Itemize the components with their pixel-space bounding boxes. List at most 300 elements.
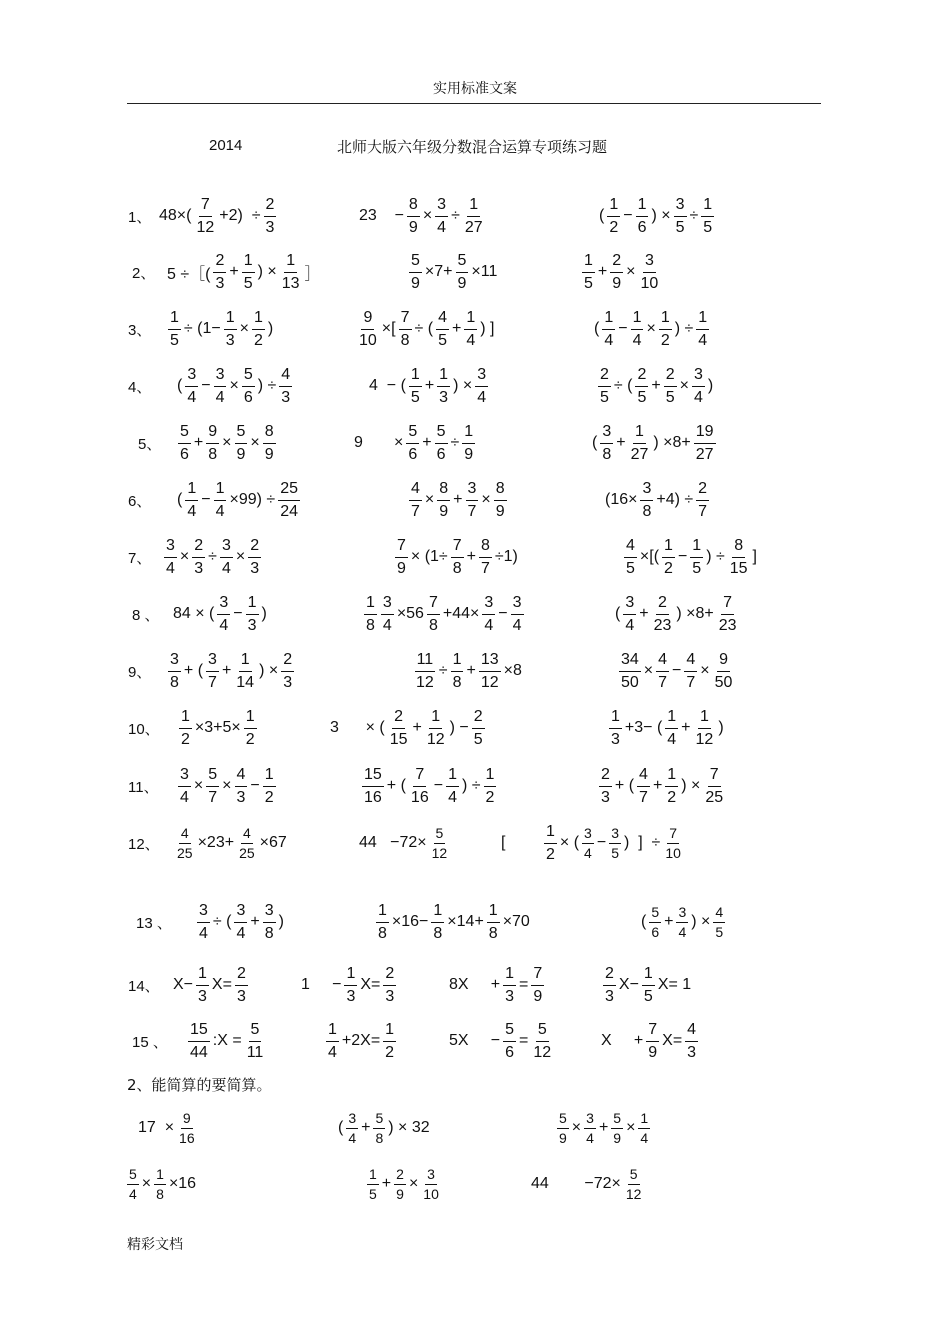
fraction xyxy=(582,825,594,862)
fraction-denominator: 14 xyxy=(236,673,255,691)
fraction-denominator: 4 xyxy=(693,388,703,406)
expression-text: ( xyxy=(592,434,598,451)
fraction-denominator: 5 xyxy=(665,388,675,406)
fraction xyxy=(619,650,641,693)
fraction-numerator: 8 xyxy=(437,479,450,501)
fraction xyxy=(278,479,300,522)
expression-text: ÷1) xyxy=(494,548,518,565)
fraction xyxy=(263,422,276,465)
fraction-numerator: 5 xyxy=(206,765,219,787)
fraction xyxy=(674,195,687,238)
fraction-numerator: 3 xyxy=(692,365,705,387)
fraction-denominator: 8 xyxy=(378,924,387,942)
expression-text: ) xyxy=(267,320,274,337)
fraction-numerator: 2 xyxy=(383,964,396,986)
fraction-numerator: 1 xyxy=(446,765,459,787)
fraction xyxy=(464,308,477,351)
fraction-denominator: 4 xyxy=(466,331,476,349)
fraction-numerator: 1 xyxy=(665,765,678,787)
fraction-numerator: 7 xyxy=(199,195,212,217)
expression-text: ) × 32 xyxy=(388,1119,430,1136)
expression-text: ÷ ( xyxy=(613,377,633,394)
fraction xyxy=(656,650,669,693)
fraction-numerator: 3 xyxy=(168,650,181,672)
fraction-numerator: 3 xyxy=(217,593,230,615)
expression xyxy=(393,527,519,587)
problem-number: 1、 xyxy=(128,209,152,226)
expression-text: 9 × xyxy=(354,434,404,451)
fraction xyxy=(665,765,678,808)
problem-row xyxy=(0,1165,950,1202)
expression-text: 17 × xyxy=(138,1119,175,1136)
fraction xyxy=(414,650,436,693)
fraction-denominator: 9 xyxy=(464,445,474,463)
fraction-denominator: 9 xyxy=(495,502,505,520)
fraction xyxy=(685,1020,698,1063)
fraction xyxy=(381,593,394,636)
expression-text: + xyxy=(466,662,476,679)
fraction-numerator: 2 xyxy=(394,1166,406,1185)
fraction-denominator: 3 xyxy=(281,388,291,406)
fraction-denominator: 23 xyxy=(718,616,737,634)
fraction-numerator: 3 xyxy=(263,901,276,923)
fraction xyxy=(694,707,716,750)
expression-text: X= xyxy=(360,976,381,993)
fraction-denominator: 8 xyxy=(488,924,498,942)
problem-row xyxy=(0,822,950,863)
fraction-numerator: 3 xyxy=(600,422,613,444)
fraction-numerator: 1 xyxy=(246,593,259,615)
fraction-numerator: 1 xyxy=(484,765,497,787)
fraction-denominator: 4 xyxy=(604,331,614,349)
title-year: 2014 xyxy=(209,137,243,154)
fraction xyxy=(531,964,544,1007)
fraction-denominator: 4 xyxy=(215,502,225,520)
expression xyxy=(173,813,288,873)
expression xyxy=(591,413,718,473)
fraction xyxy=(639,251,661,294)
expression-text: ×67 xyxy=(259,834,287,851)
expression-text: + ( xyxy=(183,662,204,679)
fraction-denominator: 5 xyxy=(600,388,609,406)
fraction-numerator: 1 xyxy=(431,901,444,923)
expression-text: ( xyxy=(615,605,621,622)
fraction xyxy=(436,308,449,351)
fraction-numerator: 3 xyxy=(206,650,219,672)
expression-text: ( xyxy=(641,913,647,930)
fraction xyxy=(463,195,485,238)
fraction-numerator: 5 xyxy=(127,1166,139,1185)
expression xyxy=(580,242,662,302)
expression xyxy=(360,756,498,816)
expression-text: ) × xyxy=(691,913,711,930)
expression-text: (16× xyxy=(605,491,638,508)
expression-text: ] xyxy=(752,548,757,565)
fraction-denominator: 7 xyxy=(467,502,477,520)
expression xyxy=(617,641,736,701)
fraction xyxy=(214,479,227,522)
fraction xyxy=(235,422,248,465)
fraction xyxy=(713,650,735,693)
fraction-numerator: 1 xyxy=(214,479,227,501)
fraction-numerator: 3 xyxy=(482,593,495,615)
fraction-numerator: 2 xyxy=(192,536,205,558)
fraction-numerator: 2 xyxy=(603,964,616,986)
fraction-denominator: 8 xyxy=(208,445,218,463)
expression-text: ×8 xyxy=(503,662,522,679)
fraction-denominator: 8 xyxy=(642,502,652,520)
fraction xyxy=(624,536,637,579)
expression xyxy=(412,641,523,701)
fraction-numerator: 8 xyxy=(479,536,492,558)
fraction xyxy=(399,308,412,351)
fraction-denominator: 50 xyxy=(621,673,639,691)
expression xyxy=(158,186,278,246)
fraction-numerator: 1 xyxy=(179,707,192,729)
expression-text: − xyxy=(233,605,243,622)
fraction-denominator: 5 xyxy=(473,730,483,748)
fraction-denominator: 6 xyxy=(243,388,253,406)
fraction xyxy=(557,1110,569,1147)
fraction xyxy=(629,422,651,465)
fraction-numerator: 25 xyxy=(278,479,300,501)
expression-text: ×3+5× xyxy=(194,719,241,736)
fraction xyxy=(409,765,431,808)
expression-text: + xyxy=(598,1119,609,1136)
fraction-numerator: 3 xyxy=(676,904,688,923)
fraction-denominator: 9 xyxy=(613,1129,622,1146)
fraction-numerator: 1 xyxy=(633,422,646,444)
fraction xyxy=(388,707,410,750)
problem-row xyxy=(0,650,950,691)
fraction xyxy=(394,1166,406,1203)
problem-number: 11、 xyxy=(128,779,159,796)
fraction xyxy=(684,650,697,693)
fraction-numerator: 1 xyxy=(224,308,237,330)
fraction xyxy=(407,195,420,238)
fraction-denominator: 3 xyxy=(439,388,449,406)
fraction xyxy=(264,195,277,238)
expression xyxy=(448,1011,555,1071)
expression-text: × xyxy=(700,662,710,679)
fraction-denominator: 2 xyxy=(485,788,495,806)
fraction-numerator: 3 xyxy=(164,536,177,558)
fraction-denominator: 9 xyxy=(396,1185,404,1202)
fraction-denominator: 8 xyxy=(452,559,462,577)
fraction xyxy=(544,822,557,865)
fraction-numerator: 3 xyxy=(640,479,653,501)
expression-text: 4 − ( xyxy=(369,377,406,394)
expression xyxy=(407,242,498,302)
expression-text: = xyxy=(519,976,529,993)
fraction-denominator: 12 xyxy=(533,1043,552,1061)
fraction-numerator: 4 xyxy=(684,650,697,672)
fraction-numerator: 7 xyxy=(667,825,679,844)
fraction xyxy=(383,964,396,1007)
fraction-numerator: 5 xyxy=(409,251,422,273)
fraction-numerator: 3 xyxy=(511,593,524,615)
fraction-denominator: 5 xyxy=(584,274,593,292)
expression-text: [ xyxy=(501,834,542,851)
fraction-numerator: 2 xyxy=(635,365,648,387)
page-header: 实用标准文案 xyxy=(433,81,517,97)
expression-text: × xyxy=(643,662,654,679)
fraction-numerator: 4 xyxy=(624,536,637,558)
expression-text: × xyxy=(239,320,249,337)
fraction xyxy=(598,365,611,408)
expression-text: ×11 xyxy=(471,263,498,280)
problem-number: 8 、 xyxy=(132,607,160,624)
fraction-denominator: 5 xyxy=(692,559,702,577)
problem-number: 10、 xyxy=(128,721,160,738)
fraction-numerator: 5 xyxy=(503,1020,516,1042)
fraction xyxy=(636,195,649,238)
fraction-denominator: 16 xyxy=(364,788,382,806)
fraction xyxy=(451,536,464,579)
fraction xyxy=(462,422,475,465)
fraction-numerator: 13 xyxy=(479,650,501,672)
expression-text: − xyxy=(201,377,211,394)
fraction-numerator: 1 xyxy=(464,308,477,330)
fraction-denominator: 3 xyxy=(385,987,395,1005)
fraction-numerator: 1 xyxy=(284,251,297,273)
problem-row xyxy=(0,308,950,349)
expression xyxy=(172,584,268,644)
fraction-denominator: 12 xyxy=(625,1185,642,1202)
expression-text: × xyxy=(235,548,246,565)
fraction-numerator: 5 xyxy=(435,422,448,444)
expression-text: × xyxy=(222,777,232,794)
expression-text: ) xyxy=(278,913,284,930)
fraction-denominator: 3 xyxy=(225,331,235,349)
fraction xyxy=(582,251,595,294)
fraction-denominator: 4 xyxy=(437,218,447,236)
fraction-denominator: 9 xyxy=(408,218,418,236)
expression-text: + xyxy=(453,491,463,508)
expression-text: × xyxy=(626,1119,636,1136)
expression-text: + xyxy=(681,719,691,736)
fraction-denominator: 50 xyxy=(714,673,733,691)
expression-text: ÷ xyxy=(689,207,699,224)
fraction-denominator: 4 xyxy=(698,331,708,349)
fraction-numerator: 7 xyxy=(399,308,412,330)
fraction-numerator: 1 xyxy=(636,195,649,217)
fraction-denominator: 3 xyxy=(505,987,515,1005)
expression xyxy=(407,470,509,530)
fraction-denominator: 4 xyxy=(129,1185,137,1202)
fraction-numerator: 19 xyxy=(694,422,716,444)
expression-text: ×16 xyxy=(168,1175,197,1192)
problem-number: 15 、 xyxy=(132,1034,168,1051)
fraction-denominator: 8 xyxy=(400,331,410,349)
expression-text: ( xyxy=(594,320,600,337)
fraction xyxy=(185,479,198,522)
fraction-numerator: 1 xyxy=(326,1020,339,1042)
fraction xyxy=(640,479,653,522)
fraction-denominator: 4 xyxy=(328,1043,337,1061)
fraction-numerator: 3 xyxy=(435,195,448,217)
expression xyxy=(598,186,716,246)
fraction-denominator: 4 xyxy=(678,923,687,940)
fraction-numerator: 8 xyxy=(263,422,276,444)
expression-text: ) × xyxy=(453,377,473,394)
expression-text: + xyxy=(639,605,649,622)
fraction-numerator: 3 xyxy=(475,365,488,387)
page-footer: 精彩文档 xyxy=(127,1237,183,1253)
fraction-numerator: 3 xyxy=(214,365,227,387)
fraction-numerator: 3 xyxy=(623,593,636,615)
expression xyxy=(607,698,725,758)
expression-text: ×[( xyxy=(639,548,660,565)
expression xyxy=(640,892,727,952)
fraction-numerator: 15 xyxy=(188,1020,210,1042)
fraction-denominator: 9 xyxy=(397,559,406,577)
fraction-denominator: 8 xyxy=(170,673,179,691)
fraction-denominator: 6 xyxy=(637,218,647,236)
fraction-numerator: 4 xyxy=(241,825,253,844)
fraction-denominator: 13 xyxy=(281,274,300,292)
expression xyxy=(176,413,278,473)
fraction xyxy=(235,765,248,808)
fraction-denominator: 8 xyxy=(366,616,375,634)
fraction xyxy=(694,422,716,465)
fraction-numerator: 2 xyxy=(392,707,405,729)
expression xyxy=(555,1098,652,1158)
fraction-numerator: 3 xyxy=(178,765,191,787)
fraction xyxy=(472,707,485,750)
fraction-denominator: 9 xyxy=(439,502,449,520)
fraction xyxy=(234,901,247,944)
fraction xyxy=(487,901,500,944)
fraction-denominator: 2 xyxy=(181,730,190,748)
fraction-numerator: 5 xyxy=(611,1110,623,1129)
fraction-denominator: 12 xyxy=(426,730,445,748)
fraction xyxy=(217,593,230,636)
fraction-numerator: 1 xyxy=(429,707,442,729)
fraction-numerator: 4 xyxy=(637,765,650,787)
expression-text: × xyxy=(422,207,433,224)
expression-text: ) ] ÷ xyxy=(623,834,661,851)
fraction xyxy=(642,964,655,1007)
fraction xyxy=(531,1020,553,1063)
expression-text: × xyxy=(250,434,260,451)
fraction xyxy=(362,765,384,808)
fraction xyxy=(503,1020,516,1063)
problem-row xyxy=(0,765,950,806)
fraction xyxy=(437,479,450,522)
fraction xyxy=(676,904,688,941)
fraction-numerator: 3 xyxy=(346,1110,358,1129)
fraction xyxy=(646,1020,659,1063)
fraction-denominator: 12 xyxy=(416,673,434,691)
fraction xyxy=(406,422,419,465)
problem-number: 9、 xyxy=(128,664,152,681)
fraction-numerator: 1 xyxy=(409,365,422,387)
fraction-denominator: 9 xyxy=(264,445,274,463)
fraction-numerator: 1 xyxy=(376,901,389,923)
fraction xyxy=(246,593,259,636)
problem-number: 4、 xyxy=(128,379,152,396)
fraction-numerator: 2 xyxy=(696,479,709,501)
expression-text: ) xyxy=(718,719,724,736)
fraction-denominator: 10 xyxy=(640,274,659,292)
expression-text: × xyxy=(626,263,636,280)
fraction-numerator: 1 xyxy=(690,536,703,558)
fraction-numerator: 1 xyxy=(602,308,615,330)
fraction xyxy=(188,1020,210,1063)
fraction-denominator: 3 xyxy=(601,788,610,806)
fraction-numerator: 1 xyxy=(638,1110,650,1129)
expression-text: ) ×8+ xyxy=(653,434,691,451)
expression-text: +44× xyxy=(442,605,480,622)
fraction xyxy=(367,1166,379,1203)
expression xyxy=(622,527,758,587)
fraction-numerator: 2 xyxy=(472,707,485,729)
fraction-denominator: 16 xyxy=(179,1129,195,1146)
expression xyxy=(172,955,250,1015)
fraction xyxy=(376,901,389,944)
fraction-denominator: 9 xyxy=(559,1129,567,1146)
fraction-numerator: 1 xyxy=(696,308,709,330)
fraction-numerator: 5 xyxy=(242,365,255,387)
fraction-numerator: 5 xyxy=(557,1110,569,1129)
fraction xyxy=(607,195,620,238)
expression xyxy=(176,356,294,416)
fraction-denominator: 3 xyxy=(346,987,356,1005)
expression xyxy=(329,698,487,758)
expression xyxy=(195,892,285,952)
expression-text: 5X − xyxy=(449,1032,501,1049)
fraction-numerator: 5 xyxy=(628,1166,640,1185)
fraction xyxy=(281,650,294,693)
fraction xyxy=(662,536,675,579)
expression-text: ) × xyxy=(257,263,277,280)
fraction-numerator: 3 xyxy=(674,195,687,217)
expression xyxy=(176,470,302,530)
fraction-numerator: 1 xyxy=(462,422,475,444)
expression xyxy=(125,1154,197,1214)
expression-text: ) − xyxy=(449,719,469,736)
expression-text: + xyxy=(412,719,422,736)
expression-text: × xyxy=(571,1119,582,1136)
fraction-numerator: 2 xyxy=(610,251,623,273)
expression xyxy=(337,1098,431,1158)
fraction-numerator: 9 xyxy=(361,308,374,330)
fraction-denominator: 4 xyxy=(667,730,677,748)
expression-text: ) ÷ xyxy=(461,777,481,794)
expression-text: − xyxy=(596,834,607,851)
expression-text: × xyxy=(408,1175,419,1192)
expression-text: − xyxy=(201,491,211,508)
fraction-denominator: 5 xyxy=(637,388,647,406)
fraction xyxy=(194,195,216,238)
fraction-numerator: 3 xyxy=(220,536,233,558)
expression-text: X= 1 xyxy=(657,976,692,993)
expression-text: × ( xyxy=(559,834,580,851)
fraction xyxy=(427,593,440,636)
fraction xyxy=(196,964,209,1007)
fraction-denominator: 2 xyxy=(385,1043,395,1061)
fraction-denominator: 6 xyxy=(180,445,189,463)
expression-text: 44 −72× xyxy=(531,1175,621,1192)
expression xyxy=(600,1011,700,1071)
expression-text: +4) ÷ xyxy=(656,491,694,508)
expression-text: + xyxy=(466,548,476,565)
fraction xyxy=(425,707,447,750)
fraction-numerator: 2 xyxy=(235,964,248,986)
fraction-denominator: 27 xyxy=(464,218,483,236)
fraction-denominator: 5 xyxy=(170,331,179,349)
